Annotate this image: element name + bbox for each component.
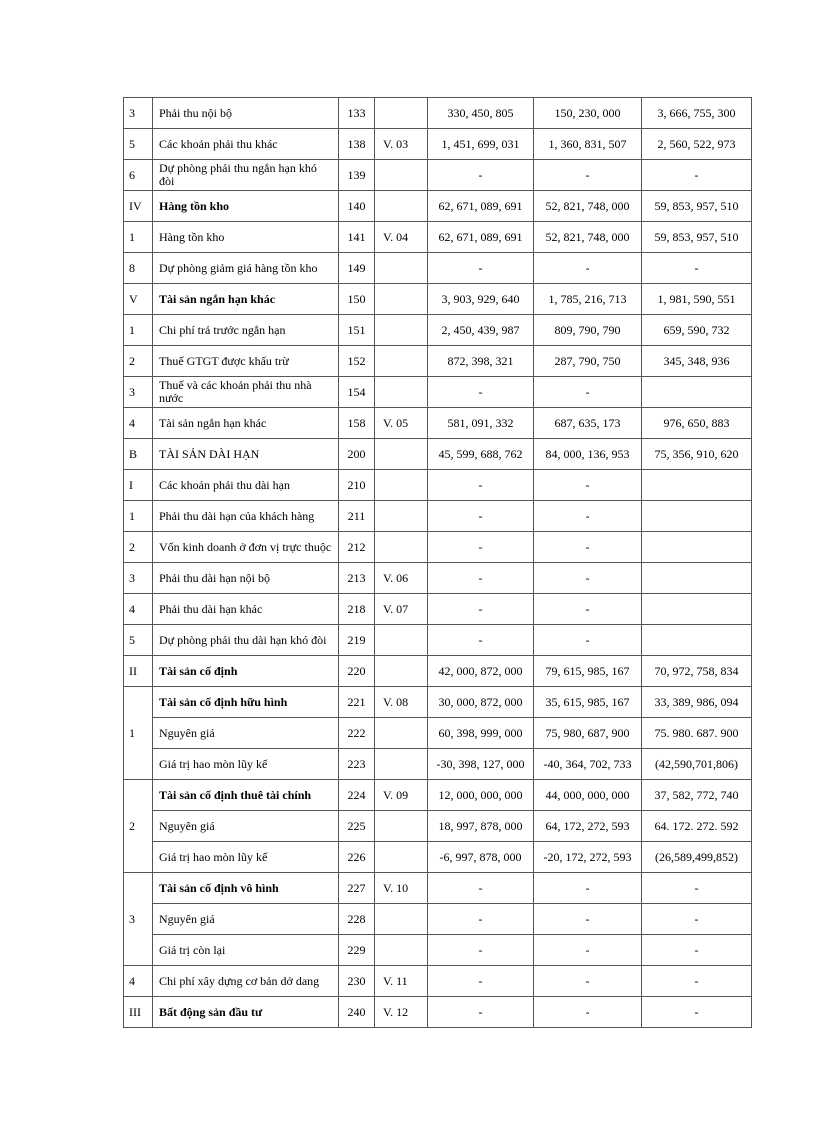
value-col-3: 59, 853, 957, 510: [642, 222, 752, 253]
row-note: V. 06: [375, 563, 428, 594]
row-label: Chi phí trả trước ngắn hạn: [153, 315, 339, 346]
row-label: Giá trị hao mòn lũy kế: [153, 842, 339, 873]
row-code: 154: [339, 377, 375, 408]
row-code: 218: [339, 594, 375, 625]
row-label: Tài sản ngắn hạn khác: [153, 284, 339, 315]
value-col-3: 33, 389, 986, 094: [642, 687, 752, 718]
row-note: [375, 749, 428, 780]
row-index: B: [124, 439, 153, 470]
table-row: [124, 501, 752, 532]
value-col-1: -: [428, 966, 534, 997]
row-index: II: [124, 656, 153, 687]
table-row: [124, 904, 752, 935]
row-index: 4: [124, 594, 153, 625]
row-code: 230: [339, 966, 375, 997]
table-row: [124, 625, 752, 656]
value-col-1: -30, 398, 127, 000: [428, 749, 534, 780]
row-index: 1: [124, 687, 153, 780]
row-note: V. 10: [375, 873, 428, 904]
row-code: 138: [339, 129, 375, 160]
row-label: Nguyên giá: [153, 811, 339, 842]
row-label: Tài sản cố định: [153, 656, 339, 687]
value-col-3: 70, 972, 758, 834: [642, 656, 752, 687]
row-index: 5: [124, 129, 153, 160]
row-index: 2: [124, 780, 153, 873]
value-col-2: 75, 980, 687, 900: [534, 718, 642, 749]
row-note: [375, 718, 428, 749]
row-index: III: [124, 997, 153, 1028]
table-row: [124, 439, 752, 470]
row-note: V. 03: [375, 129, 428, 160]
table-row: [124, 873, 752, 904]
row-label: Hàng tồn kho: [153, 222, 339, 253]
value-col-2: -: [534, 966, 642, 997]
value-col-1: -: [428, 532, 534, 563]
value-col-1: -: [428, 904, 534, 935]
table-row: [124, 749, 752, 780]
row-code: 149: [339, 253, 375, 284]
row-index: IV: [124, 191, 153, 222]
row-index: 8: [124, 253, 153, 284]
value-col-1: 60, 398, 999, 000: [428, 718, 534, 749]
table-row: [124, 98, 752, 129]
value-col-1: 30, 000, 872, 000: [428, 687, 534, 718]
row-index: 2: [124, 532, 153, 563]
value-col-3: 59, 853, 957, 510: [642, 191, 752, 222]
value-col-1: 872, 398, 321: [428, 346, 534, 377]
table-row: [124, 935, 752, 966]
value-col-2: 64, 172, 272, 593: [534, 811, 642, 842]
row-code: 213: [339, 563, 375, 594]
row-note: [375, 191, 428, 222]
row-note: [375, 253, 428, 284]
value-col-3: [642, 625, 752, 656]
value-col-2: -: [534, 532, 642, 563]
value-col-1: 42, 000, 872, 000: [428, 656, 534, 687]
row-note: [375, 315, 428, 346]
row-code: 150: [339, 284, 375, 315]
row-note: [375, 532, 428, 563]
table-row: [124, 718, 752, 749]
table-row: [124, 842, 752, 873]
value-col-3: 1, 981, 590, 551: [642, 284, 752, 315]
table-row: [124, 470, 752, 501]
row-code: 210: [339, 470, 375, 501]
table-row: [124, 656, 752, 687]
row-note: [375, 904, 428, 935]
value-col-3: 2, 560, 522, 973: [642, 129, 752, 160]
value-col-2: 687, 635, 173: [534, 408, 642, 439]
row-index: 6: [124, 160, 153, 191]
value-col-2: -: [534, 904, 642, 935]
value-col-2: -: [534, 160, 642, 191]
table-row: [124, 160, 752, 191]
value-col-1: -: [428, 470, 534, 501]
row-label: Hàng tồn kho: [153, 191, 339, 222]
table-row: [124, 780, 752, 811]
table-body: [124, 98, 752, 1028]
table-row: [124, 811, 752, 842]
row-label: Các khoản phải thu dài hạn: [153, 470, 339, 501]
row-note: [375, 284, 428, 315]
row-note: [375, 470, 428, 501]
row-label: Dự phòng giảm giá hàng tồn kho: [153, 253, 339, 284]
value-col-3: -: [642, 253, 752, 284]
value-col-2: -: [534, 873, 642, 904]
row-code: 152: [339, 346, 375, 377]
row-label: Thuế và các khoản phải thu nhà nước: [153, 377, 339, 408]
table-row: [124, 532, 752, 563]
row-index: V: [124, 284, 153, 315]
row-label: Dự phòng phải thu dài hạn khó đòi: [153, 625, 339, 656]
value-col-2: 1, 360, 831, 507: [534, 129, 642, 160]
row-note: [375, 377, 428, 408]
row-label: Phải thu dài hạn khác: [153, 594, 339, 625]
row-note: [375, 811, 428, 842]
row-index: 1: [124, 222, 153, 253]
value-col-2: -: [534, 594, 642, 625]
row-index: 4: [124, 966, 153, 997]
value-col-2: -: [534, 501, 642, 532]
row-note: [375, 346, 428, 377]
value-col-3: 75, 356, 910, 620: [642, 439, 752, 470]
row-code: 158: [339, 408, 375, 439]
value-col-2: -: [534, 253, 642, 284]
row-label: Nguyên giá: [153, 904, 339, 935]
value-col-1: 2, 450, 439, 987: [428, 315, 534, 346]
value-col-2: -40, 364, 702, 733: [534, 749, 642, 780]
row-label: Tài sản ngắn hạn khác: [153, 408, 339, 439]
row-note: V. 11: [375, 966, 428, 997]
value-col-2: -: [534, 935, 642, 966]
table-row: [124, 284, 752, 315]
value-col-3: 345, 348, 936: [642, 346, 752, 377]
value-col-3: 75. 980. 687. 900: [642, 718, 752, 749]
row-code: 227: [339, 873, 375, 904]
value-col-2: 809, 790, 790: [534, 315, 642, 346]
value-col-2: -: [534, 625, 642, 656]
row-label: Phải thu dài hạn nội bộ: [153, 563, 339, 594]
row-label: Các khoản phải thu khác: [153, 129, 339, 160]
row-note: V. 08: [375, 687, 428, 718]
row-index: 3: [124, 377, 153, 408]
value-col-2: -20, 172, 272, 593: [534, 842, 642, 873]
row-note: V. 12: [375, 997, 428, 1028]
row-index: 5: [124, 625, 153, 656]
balance-sheet-table: [123, 97, 752, 1028]
row-code: 219: [339, 625, 375, 656]
row-note: [375, 625, 428, 656]
value-col-3: -: [642, 997, 752, 1028]
table-row: [124, 687, 752, 718]
value-col-2: 52, 821, 748, 000: [534, 222, 642, 253]
row-code: 212: [339, 532, 375, 563]
value-col-2: 44, 000, 000, 000: [534, 780, 642, 811]
row-label: Giá trị hao mòn lũy kế: [153, 749, 339, 780]
value-col-3: (26,589,499,852): [642, 842, 752, 873]
value-col-1: 62, 671, 089, 691: [428, 222, 534, 253]
row-code: 220: [339, 656, 375, 687]
table-row: [124, 966, 752, 997]
row-index: 2: [124, 346, 153, 377]
row-code: 221: [339, 687, 375, 718]
value-col-3: [642, 377, 752, 408]
row-code: 151: [339, 315, 375, 346]
value-col-3: [642, 594, 752, 625]
row-label: Phải thu nội bộ: [153, 98, 339, 129]
row-code: 225: [339, 811, 375, 842]
value-col-2: 150, 230, 000: [534, 98, 642, 129]
row-index: 3: [124, 873, 153, 966]
row-note: V. 09: [375, 780, 428, 811]
value-col-2: -: [534, 997, 642, 1028]
value-col-3: 976, 650, 883: [642, 408, 752, 439]
value-col-1: -: [428, 594, 534, 625]
table-row: [124, 408, 752, 439]
value-col-1: -: [428, 873, 534, 904]
balance-sheet-page: [123, 97, 751, 1028]
row-label: TÀI SẢN DÀI HẠN: [153, 439, 339, 470]
row-index: 1: [124, 315, 153, 346]
row-label: Tài sản cố định hữu hình: [153, 687, 339, 718]
value-col-2: -: [534, 563, 642, 594]
row-code: 224: [339, 780, 375, 811]
row-code: 228: [339, 904, 375, 935]
value-col-1: 330, 450, 805: [428, 98, 534, 129]
value-col-3: 659, 590, 732: [642, 315, 752, 346]
value-col-2: -: [534, 470, 642, 501]
value-col-2: 84, 000, 136, 953: [534, 439, 642, 470]
value-col-1: -: [428, 160, 534, 191]
row-code: 222: [339, 718, 375, 749]
value-col-3: -: [642, 904, 752, 935]
row-code: 141: [339, 222, 375, 253]
row-code: 226: [339, 842, 375, 873]
value-col-3: (42,590,701,806): [642, 749, 752, 780]
row-note: [375, 160, 428, 191]
row-note: [375, 501, 428, 532]
value-col-1: -: [428, 997, 534, 1028]
value-col-1: 3, 903, 929, 640: [428, 284, 534, 315]
row-note: [375, 656, 428, 687]
value-col-2: 1, 785, 216, 713: [534, 284, 642, 315]
value-col-1: 581, 091, 332: [428, 408, 534, 439]
value-col-2: -: [534, 377, 642, 408]
row-index: 3: [124, 563, 153, 594]
row-label: Thuế GTGT được khấu trừ: [153, 346, 339, 377]
table-row: [124, 563, 752, 594]
row-code: 229: [339, 935, 375, 966]
row-label: Nguyên giá: [153, 718, 339, 749]
row-code: 240: [339, 997, 375, 1028]
value-col-1: -: [428, 935, 534, 966]
table-row: [124, 346, 752, 377]
value-col-1: -: [428, 563, 534, 594]
row-index: 1: [124, 501, 153, 532]
row-code: 140: [339, 191, 375, 222]
value-col-3: 64. 172. 272. 592: [642, 811, 752, 842]
row-code: 133: [339, 98, 375, 129]
row-index: I: [124, 470, 153, 501]
table-row: [124, 191, 752, 222]
row-label: Chi phí xây dựng cơ bản dở dang: [153, 966, 339, 997]
row-note: V. 05: [375, 408, 428, 439]
value-col-1: -: [428, 377, 534, 408]
value-col-2: 287, 790, 750: [534, 346, 642, 377]
table-row: [124, 222, 752, 253]
row-note: [375, 98, 428, 129]
table-row: [124, 129, 752, 160]
value-col-2: 52, 821, 748, 000: [534, 191, 642, 222]
table-row: [124, 377, 752, 408]
value-col-1: 62, 671, 089, 691: [428, 191, 534, 222]
table-row: [124, 594, 752, 625]
value-col-1: -: [428, 253, 534, 284]
row-label: Phải thu dài hạn của khách hàng: [153, 501, 339, 532]
table-row: [124, 253, 752, 284]
value-col-3: -: [642, 873, 752, 904]
value-col-3: -: [642, 935, 752, 966]
row-code: 200: [339, 439, 375, 470]
value-col-3: 3, 666, 755, 300: [642, 98, 752, 129]
value-col-1: 18, 997, 878, 000: [428, 811, 534, 842]
row-note: [375, 842, 428, 873]
row-code: 211: [339, 501, 375, 532]
value-col-3: [642, 532, 752, 563]
value-col-2: 79, 615, 985, 167: [534, 656, 642, 687]
row-note: V. 04: [375, 222, 428, 253]
row-note: V. 07: [375, 594, 428, 625]
value-col-1: -6, 997, 878, 000: [428, 842, 534, 873]
row-label: Dự phòng phải thu ngắn hạn khó đòi: [153, 160, 339, 191]
table-row: [124, 997, 752, 1028]
row-index: 3: [124, 98, 153, 129]
row-label: Bất động sản đầu tư: [153, 997, 339, 1028]
row-label: Giá trị còn lại: [153, 935, 339, 966]
value-col-3: [642, 470, 752, 501]
row-index: 4: [124, 408, 153, 439]
row-note: [375, 439, 428, 470]
value-col-3: -: [642, 160, 752, 191]
row-label: Tài sản cố định vô hình: [153, 873, 339, 904]
row-label: Tài sản cố định thuê tài chính: [153, 780, 339, 811]
row-code: 139: [339, 160, 375, 191]
value-col-3: [642, 563, 752, 594]
value-col-3: [642, 501, 752, 532]
value-col-3: -: [642, 966, 752, 997]
row-label: Vốn kinh doanh ở đơn vị trực thuộc: [153, 532, 339, 563]
row-note: [375, 935, 428, 966]
row-code: 223: [339, 749, 375, 780]
value-col-2: 35, 615, 985, 167: [534, 687, 642, 718]
table-row: [124, 315, 752, 346]
value-col-1: 1, 451, 699, 031: [428, 129, 534, 160]
value-col-1: 45, 599, 688, 762: [428, 439, 534, 470]
value-col-3: 37, 582, 772, 740: [642, 780, 752, 811]
value-col-1: -: [428, 501, 534, 532]
value-col-1: 12, 000, 000, 000: [428, 780, 534, 811]
value-col-1: -: [428, 625, 534, 656]
